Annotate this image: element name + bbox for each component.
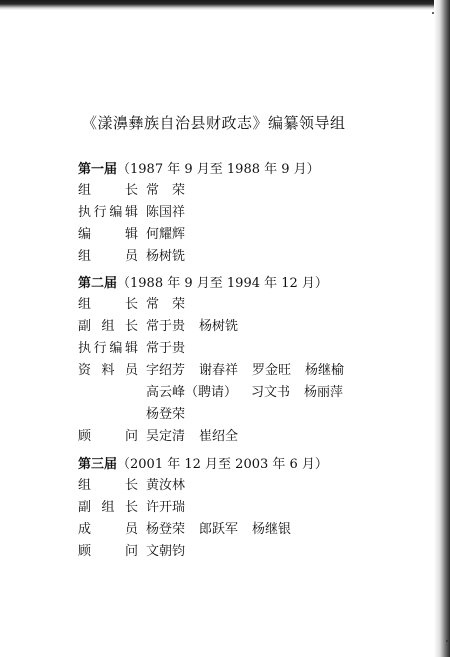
role-char: 长 [124, 297, 138, 312]
role-label [78, 426, 138, 448]
role-char: 成 [78, 522, 92, 537]
member-names [146, 497, 199, 519]
member-name: 罗金旺 [252, 363, 292, 378]
member-names [146, 180, 199, 202]
member-name: 常于贵 [146, 341, 186, 356]
member-names [146, 404, 199, 426]
section-second-term [78, 274, 408, 448]
section-ordinal: 第二届 [78, 276, 118, 291]
section-period: （2001 年 12 月至 2003 年 6 月） [117, 457, 328, 472]
section-first-term [78, 160, 408, 268]
scan-shadow-top [0, 0, 450, 10]
member-row [78, 382, 408, 404]
member-name: 文朝钧 [146, 544, 186, 559]
member-name: 杨树铣 [146, 249, 186, 264]
member-name: 常 荣 [146, 297, 186, 312]
member-row [78, 541, 408, 563]
section-period: （1988 年 9 月至 1994 年 12 月） [117, 276, 328, 291]
role-label [78, 180, 138, 202]
member-names [146, 426, 252, 448]
member-name: 郎跃军 [199, 522, 239, 537]
member-row [78, 426, 408, 448]
role-char: 员 [124, 363, 138, 378]
role-char: 行 [93, 205, 107, 220]
member-name: 杨树铣 [199, 319, 239, 334]
section-heading [78, 274, 408, 294]
member-names [146, 338, 199, 360]
member-names [146, 475, 199, 497]
role-char: 编 [109, 341, 123, 356]
role-char: 资 [78, 363, 92, 378]
role-label [78, 294, 138, 316]
member-names [146, 246, 199, 268]
role-char: 执 [78, 341, 92, 356]
role-label [78, 338, 138, 360]
member-name: 常于贵 [146, 319, 186, 334]
role-char: 组 [101, 500, 115, 515]
role-label [78, 475, 138, 497]
role-char: 行 [93, 341, 107, 356]
role-char: 长 [124, 319, 138, 334]
member-names [146, 316, 252, 338]
role-char: 执 [78, 205, 92, 220]
member-names [146, 294, 199, 316]
section-third-term [78, 455, 408, 563]
member-name: 杨登荣 [146, 407, 186, 422]
member-row [78, 202, 408, 224]
role-char: 组 [78, 478, 92, 493]
role-char: 组 [78, 183, 92, 198]
member-name: 谢春祥 [199, 363, 239, 378]
section-heading [78, 160, 408, 180]
role-char: 副 [78, 319, 92, 334]
role-char: 料 [101, 363, 115, 378]
member-row [78, 519, 408, 541]
scan-speck [432, 12, 434, 14]
role-label [78, 316, 138, 338]
member-name: 杨登荣 [146, 522, 186, 537]
role-char: 副 [78, 500, 92, 515]
role-label [78, 541, 138, 563]
member-names [146, 224, 199, 246]
member-names [146, 382, 357, 404]
role-label [78, 246, 138, 268]
member-name: 何耀辉 [146, 227, 186, 242]
member-name: 吴定清 [146, 429, 186, 444]
role-char: 顾 [78, 544, 92, 559]
role-label [78, 519, 138, 541]
member-names [146, 202, 199, 224]
member-name: 杨继榆 [305, 363, 345, 378]
role-char: 长 [124, 478, 138, 493]
role-char: 员 [124, 249, 138, 264]
role-char: 组 [78, 297, 92, 312]
role-char: 顾 [78, 429, 92, 444]
role-char: 长 [124, 500, 138, 515]
member-row [78, 246, 408, 268]
member-row [78, 294, 408, 316]
role-label [78, 224, 138, 246]
role-char: 编 [78, 227, 92, 242]
member-names [146, 360, 358, 382]
role-char: 长 [124, 183, 138, 198]
role-char: 辑 [124, 341, 138, 356]
role-char: 员 [124, 522, 138, 537]
member-name: 崔绍全 [199, 429, 239, 444]
section-ordinal: 第一届 [78, 162, 118, 177]
role-char: 组 [78, 249, 92, 264]
member-name: 许开瑞 [146, 500, 186, 515]
role-char: 辑 [124, 205, 138, 220]
member-name: 习文书 [251, 385, 291, 400]
member-row [78, 316, 408, 338]
member-row [78, 338, 408, 360]
role-char: 编 [109, 205, 123, 220]
role-char: 辑 [124, 227, 138, 242]
role-label [78, 202, 138, 224]
role-char: 问 [124, 429, 138, 444]
section-ordinal: 第三届 [78, 457, 118, 472]
member-row [78, 404, 408, 426]
member-names [146, 541, 199, 563]
member-names [146, 519, 305, 541]
page-title: 《漾濞彝族自治县财政志》编纂领导组 [82, 114, 346, 132]
scan-shadow-right [434, 0, 450, 657]
member-name: 常 荣 [146, 183, 186, 198]
member-name: 高云峰（聘请） [146, 385, 238, 400]
member-name: 黄汝林 [146, 478, 186, 493]
member-row [78, 224, 408, 246]
member-name: 杨继银 [252, 522, 292, 537]
member-row [78, 180, 408, 202]
section-heading [78, 455, 408, 475]
member-name: 陈国祥 [146, 205, 186, 220]
member-name: 字绍芳 [146, 363, 186, 378]
member-name: 杨丽萍 [304, 385, 344, 400]
role-label [78, 497, 138, 519]
role-char: 组 [101, 319, 115, 334]
scan-speck [446, 640, 448, 642]
member-row [78, 360, 408, 382]
role-char: 问 [124, 544, 138, 559]
member-row [78, 475, 408, 497]
role-label [78, 360, 138, 382]
member-row [78, 497, 408, 519]
section-period: （1987 年 9 月至 1988 年 9 月） [117, 162, 320, 177]
